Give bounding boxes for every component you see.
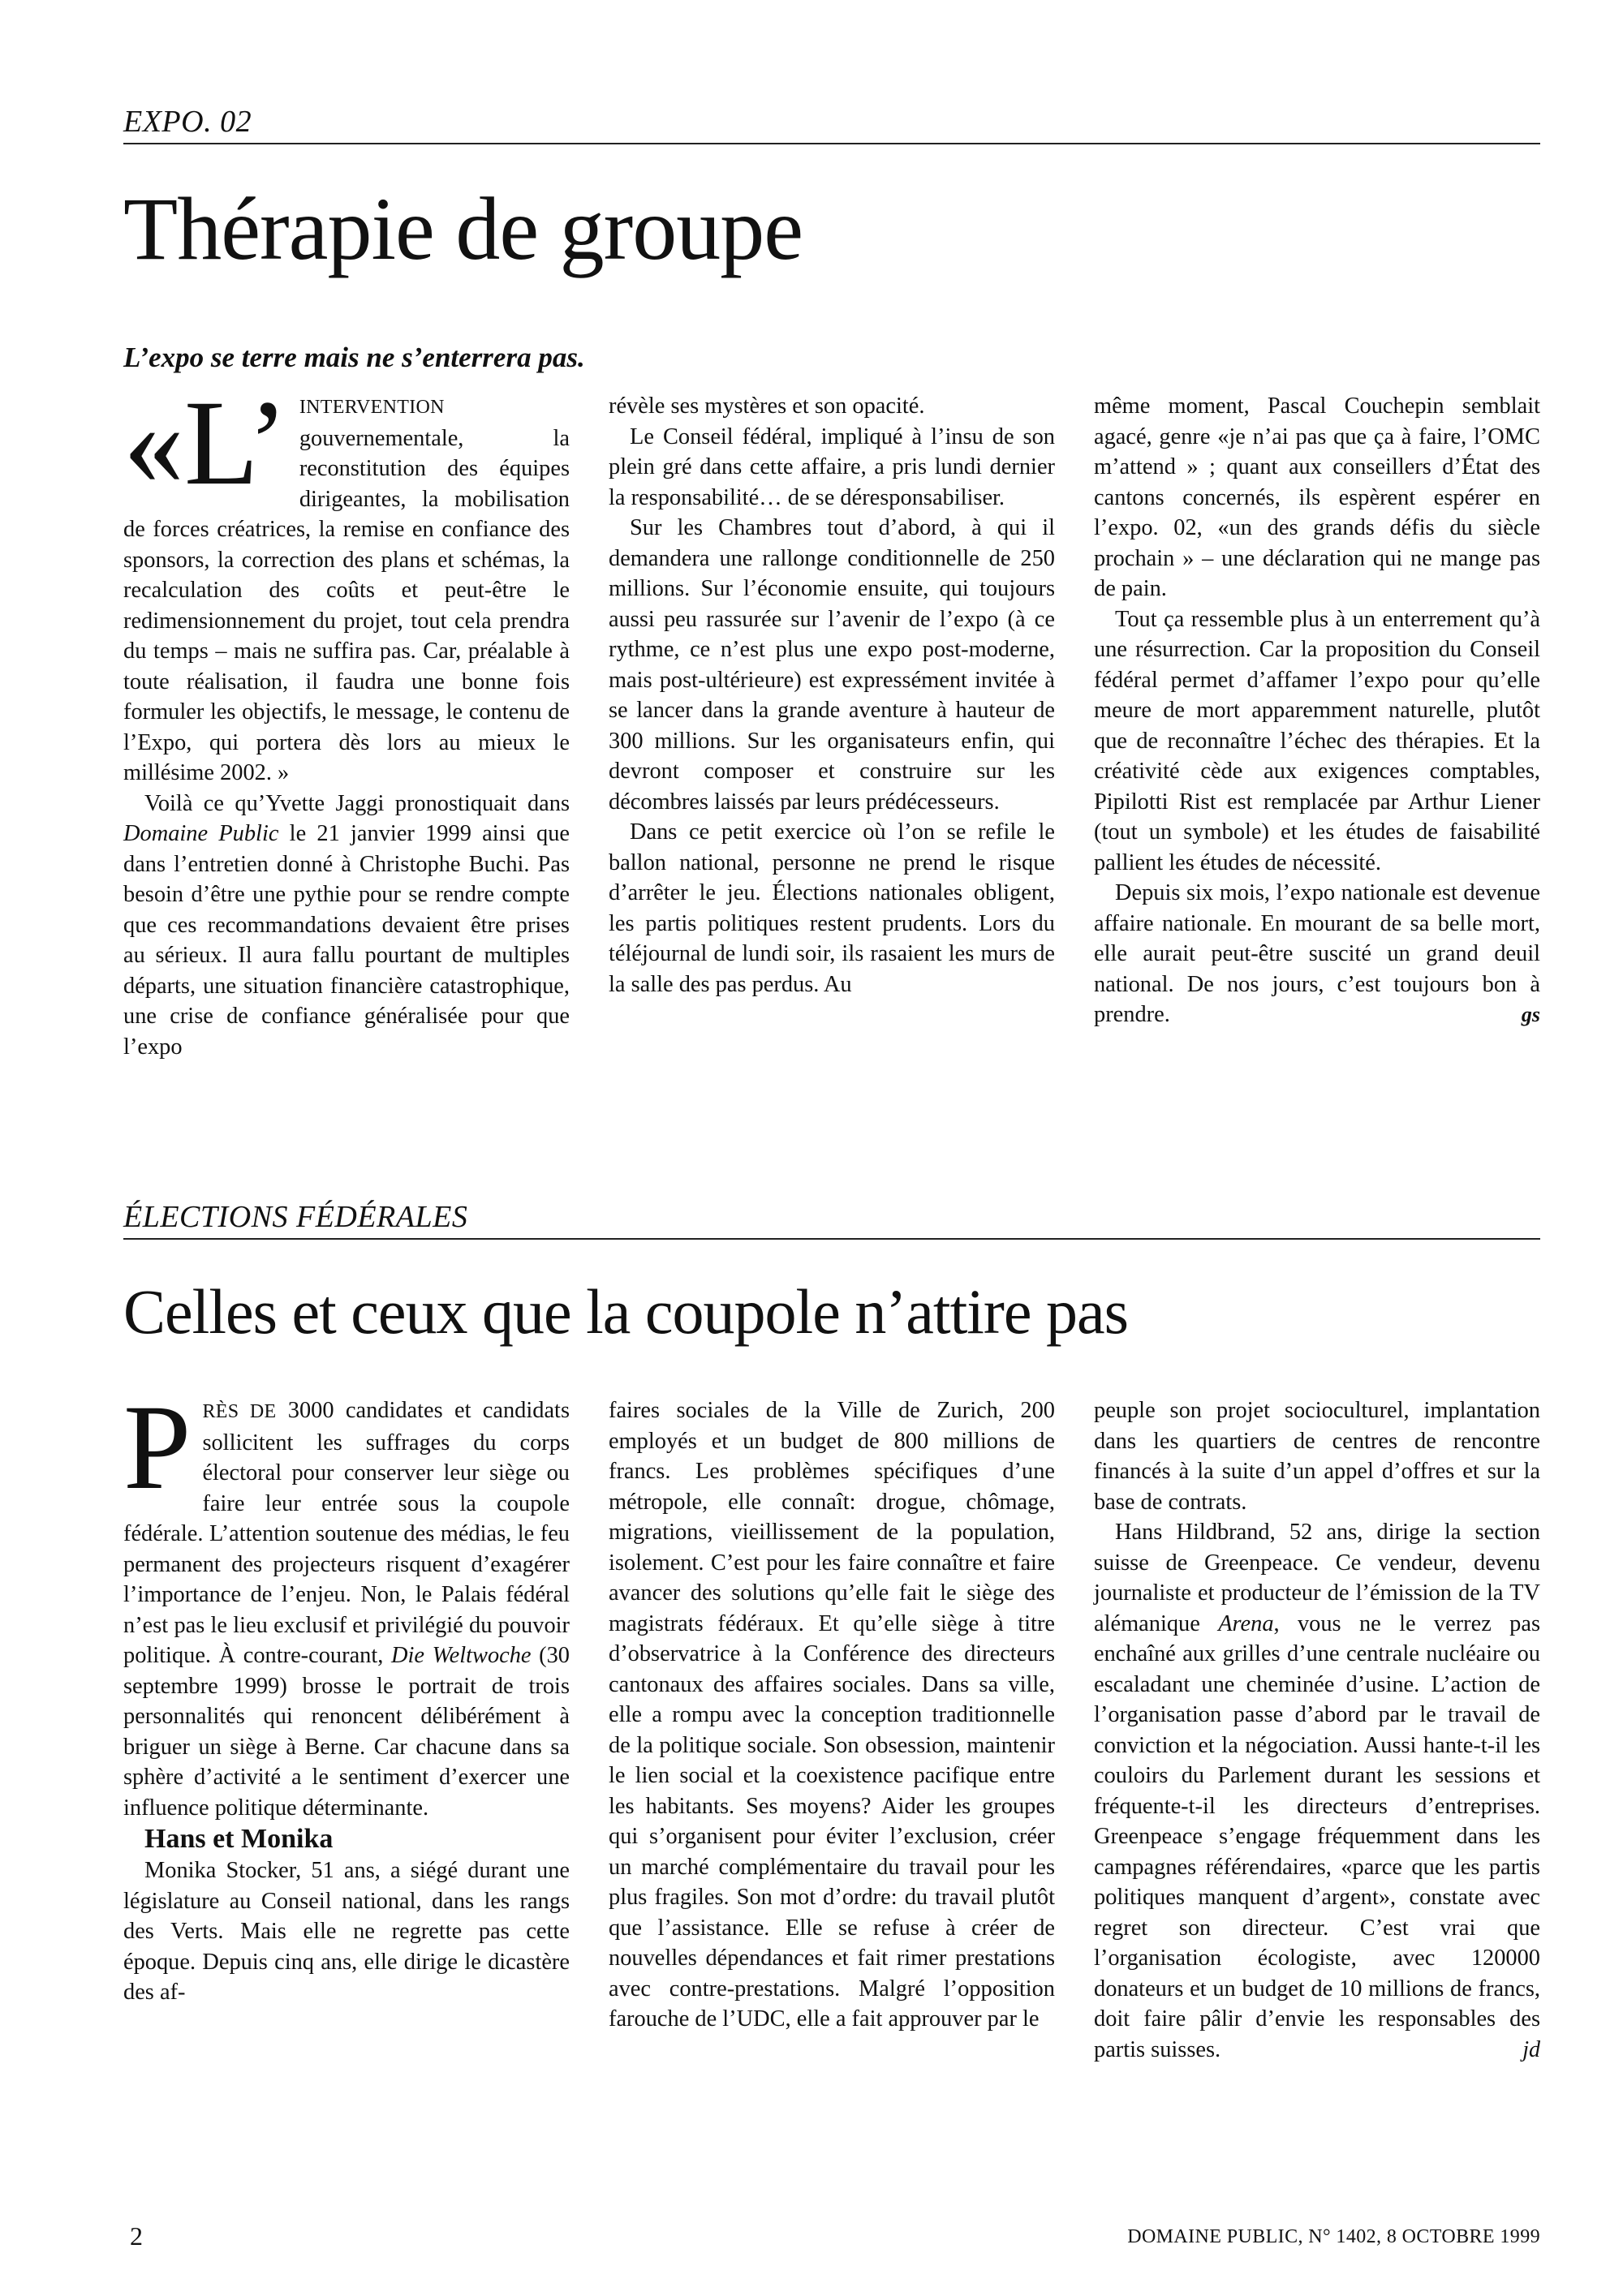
paragraph: «L’ INTERVENTION gouvernementale, la reconstitution des équipes dirigeantes, la mobilisation de forces créatrices, la remise en confiance des sponsors, la correction des plans et schémas, la recalculation des coûts et peut-être le redimensionnement du projet, tout cela prendra du temps – mais ne suffira pas. Car, préalable à toute réalisation, il faudra une bonne fois formuler les objectifs, le message, le contenu de l’Expo, qui portera dès lors au mieux le millésime 2002. » <box>123 376 570 785</box>
paragraph: Depuis six mois, l’expo nationale est devenue affaire nationale. En mourant de sa belle mort, elle aurait peut-être suscité un grand deuil national. De nos jours, c’est toujours bon à prendre. gs <box>1094 878 1540 1030</box>
column-3 <box>1094 1395 1540 2065</box>
page-number: 2 <box>130 2221 143 2251</box>
article-expo <box>123 104 1540 1062</box>
paragraph: Monika Stocker, 51 ans, a siégé durant une législature au Conseil national, dans les rangs des Verts. Mais elle ne regrette pas cette époque. Depuis cinq ans, elle dirige le dicastère des af- <box>123 1858 570 2005</box>
article-title: Thérapie de groupe <box>123 179 803 278</box>
article-columns <box>123 1380 1540 2065</box>
column-3 <box>1094 391 1540 1062</box>
author-signature: jd <box>1522 2036 1540 2062</box>
paragraph: Dans ce petit exercice où l’on se refile le ballon national, personne ne prend le risque d’arrêter le jeu. Élections nationales obligent, les partis politiques restent prudents. Lors du téléjournal de lundi soir, ils rasaient les murs de la salle des pas perdus. Au <box>609 819 1055 997</box>
article-columns <box>123 376 1540 1062</box>
drop-cap: «L’ <box>123 376 288 510</box>
newspaper-page <box>123 0 1540 2296</box>
publication-info: DOMAINE PUBLIC, N° 1402, 8 OCTOBRE 1999 <box>1127 2226 1540 2247</box>
article-elections <box>123 1199 1540 2065</box>
section-rubric: EXPO. 02 <box>123 104 1540 144</box>
column-2 <box>609 391 1055 1062</box>
paragraph: révèle ses mystères et son opacité. <box>609 393 925 419</box>
paragraph: PRÈS DE 3000 candidates et candidats sollicitent les suffrages du corps électoral pour conserver leur siège ou faire leur entrée sous la coupole fédérale. L’attention soutenue des médias, le feu permanent des projecteurs risquent d’exagérer l’importance de l’enjeu. Non, le Palais fédéral n’est pas le lieu exclusif et privilégié du pouvoir politique. À contre-courant, Die Weltwoche (30 septembre 1999) brosse le portrait de trois personnalités qui renoncent délibérément à briguer un siège à Berne. Car chacune dans sa sphère d’activité a le sentiment d’exercer une influence politique déterminante. <box>123 1380 570 1821</box>
article-lede: L’expo se terre mais ne s’enterrera pas. <box>123 342 585 373</box>
article-title: Celles et ceux que la coupole n’attire pas <box>123 1276 1128 1347</box>
paragraph: Le Conseil fédéral, impliqué à l’insu de son plein gré dans cette affaire, a pris lundi dernier la responsabilité… de se déresponsabiliser. <box>609 424 1055 510</box>
smallcaps-lead: RÈS DE <box>202 1401 277 1422</box>
column-2 <box>609 1395 1055 2065</box>
paragraph: Hans Hildbrand, 52 ans, dirige la section suisse de Greenpeace. Ce vendeur, devenu journaliste et producteur de l’émission de la TV alémanique Arena, vous ne le verrez pas enchaîné aux grilles d’une centrale nucléaire ou escaladant une cheminée d’usine. L’action de l’organisation passe d’abord par le travail de conviction et la négociation. Aussi hante-t-il les couloirs du Parlement durant les sessions et fréquente-t-il les directeurs d’entreprises. Greenpeace s’engage fréquemment dans les campagnes référendaires, «parce que les partis politiques manquent d’argent», constate avec regret son directeur. C’est vrai que l’organisation écologiste, avec 120000 donateurs et un budget de 10 millions de francs, doit faire pâlir d’envie les responsables des partis suisses. jd <box>1094 1517 1540 2065</box>
column-1 <box>123 1380 570 2065</box>
smallcaps-lead: INTERVENTION <box>299 397 445 418</box>
paragraph: peuple son projet socioculturel, implantation dans les quartiers de centres de rencontre financés à la suite d’un appel d’offres et sur la base de contrats. <box>1094 1398 1540 1515</box>
paragraph: Voilà ce qu’Yvette Jaggi pronostiquait dans Domaine Public le 21 janvier 1999 ainsi que dans l’entretien donné à Christophe Buchi. Pas besoin d’être une pythie pour se rendre compte que ces recommandations devaient être prises au sérieux. Il aura fallu pourtant de multiples départs, une situation financière catastrophique, une crise de confiance généralisée pour que l’expo <box>123 790 570 1060</box>
drop-cap: P <box>123 1380 192 1515</box>
paragraph: faires sociales de la Ville de Zurich, 200 employés et un budget de 800 millions de francs. Les problèmes spécifiques d’une métropole, elle connaît: drogue, chômage, migrations, vieillissement de la population, isolement. C’est pour les faire connaître et faire avancer des solutions qu’elle fait le siège des magistrats fédéraux. Et qu’elle siège à titre d’observatrice à la Conférence des directeurs cantonaux des affaires sociales. Dans sa ville, elle a rompu avec la conception traditionnelle de la politique sociale. Son obsession, maintenir le lien social et la coexistence pacifique entre les habitants. Ses moyens? Aider les groupes qui s’organisent pour éviter l’exclusion, créer un marché complémentaire du travail pour les plus fragiles. Son mot d’ordre: du travail plutôt que l’assistance. Elle se refuse à créer de nouvelles dépendances et fait rimer prestations avec contre-prestations. Malgré l’opposition farouche de l’UDC, elle a fait approuver par le <box>609 1398 1055 2032</box>
paragraph: Tout ça ressemble plus à un enterrement qu’à une résurrection. Car la proposition du Conseil fédéral permet d’affamer l’expo pour qu’elle meure de mort apparemment naturelle, plutôt que de reconnaître l’échec des thérapies. Et la créativité cède aux exigences comptables, Pipilotti Rist est remplacée par Arthur Liener (tout un symbole) et les études de faisabilité pallient les études de nécessité. <box>1094 606 1540 875</box>
author-signature: gs <box>1521 1003 1540 1026</box>
section-rubric: ÉLECTIONS FÉDÉRALES <box>123 1199 1540 1240</box>
page-footer <box>123 2221 1540 2254</box>
paragraph: même moment, Pascal Couchepin semblait agacé, genre «je n’ai pas que ça à faire, l’OMC m’attend » ; quant aux conseillers d’État des cantons concernés, ils espèrent espérer en l’expo. 02, «un des grands défis du siècle prochain » – une déclaration qui ne mange pas de pain. <box>1094 393 1540 601</box>
column-1 <box>123 376 570 1062</box>
paragraph: Sur les Chambres tout d’abord, à qui il demandera une rallonge conditionnelle de 250 millions. Sur l’économie ensuite, qui toujours aussi peu rassurée sur l’avenir de l’expo (à ce rythme, ce n’est plus une expo post-moderne, mais post-ultérieure) est expressément invitée à se lancer dans la grande aventure à hauteur de 300 millions. Sur les organisateurs enfin, qui devront composer et construire sur les décombres laissés par leurs prédécesseurs. <box>609 515 1055 815</box>
subheading: Hans et Monika <box>144 1824 334 1854</box>
